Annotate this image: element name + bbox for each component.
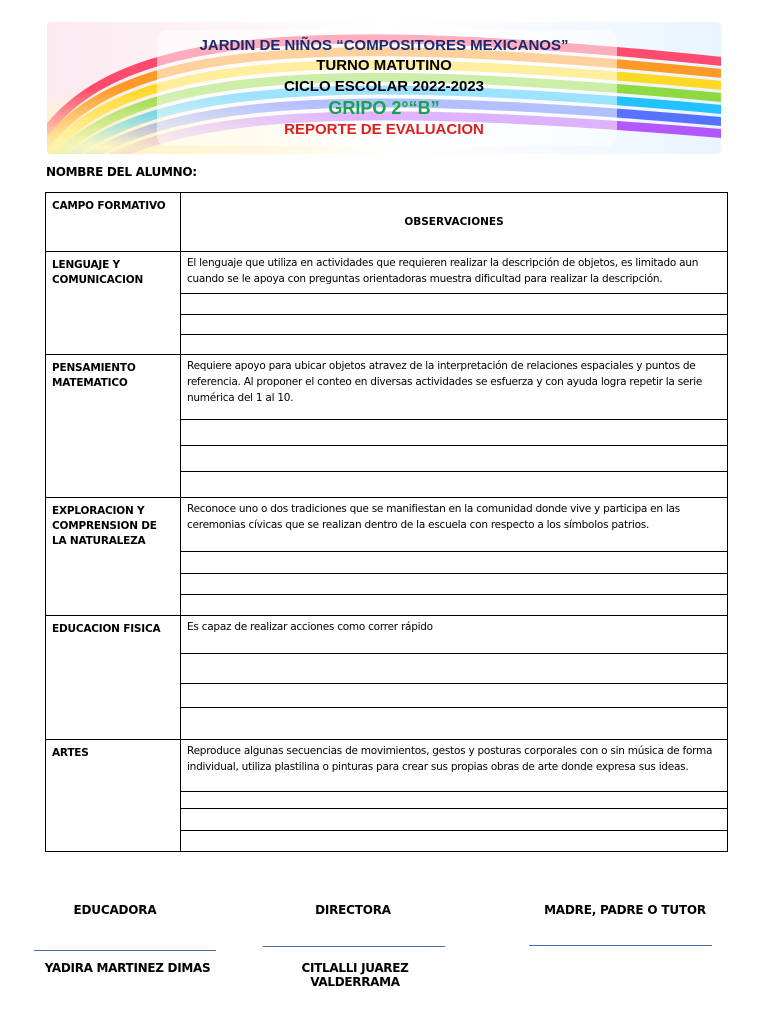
directora-name: CITLALLI JUAREZ VALDERRAMA	[301, 961, 409, 989]
campo-cell: EDUCACION FISICA	[46, 616, 181, 740]
directora-signature-line	[263, 946, 445, 947]
observaciones-header: OBSERVACIONES	[181, 193, 728, 252]
observation-cell: Reproduce algunas secuencias de movimientos, gestos y posturas corporales con o sin música de forma individual, utiliza plastilina o pinturas para crear sus propias obras de arte donde expresa sus ideas.	[181, 740, 728, 792]
student-name-label: NOMBRE DEL ALUMNO:	[46, 165, 197, 179]
group-label: GRIPO 2°“B”	[328, 98, 440, 118]
educadora-name: YADIRA MARTINEZ DIMAS	[44, 961, 211, 975]
directora-label: DIRECTORA	[315, 903, 391, 917]
shift-label: TURNO MATUTINO	[316, 57, 452, 74]
campo-cell: EXPLORACION Y COMPRENSION DE LA NATURALEZA	[46, 498, 181, 616]
observation-cell: El lenguaje que utiliza en actividades que requieren realizar la descripción de objetos, es limitado aun cuando se le apoya con preguntas orientadoras muestra dificultad para realizar la descripción.	[181, 252, 728, 294]
observation-cell: Reconoce uno o dos tradiciones que se manifiestan en la comunidad donde vive y participa en las ceremonias cívicas que se realizan dentro de la escuela con respecto a los símbolos patrios.	[181, 498, 728, 552]
school-cycle: CICLO ESCOLAR 2022-2023	[283, 78, 485, 95]
observation-cell: Requiere apoyo para ubicar objetos atravez de la interpretación de relaciones espaciales y puntos de referencia. Al proponer el conteo en diversas actividades se esfuerza y con ayuda logra repetir la serie numérica del 1 al 10.	[181, 355, 728, 420]
observation-cell: Es capaz de realizar acciones como correr rápido	[181, 616, 728, 654]
educadora-label: EDUCADORA	[73, 903, 157, 917]
school-name: JARDIN DE NIÑOS “COMPOSITORES MEXICANOS”	[199, 37, 569, 54]
campo-cell: ARTES	[46, 740, 181, 852]
educadora-signature-line	[34, 950, 216, 951]
campo-cell: LENGUAJE Y COMUNICACION	[46, 252, 181, 355]
report-title: REPORTE DE EVALUACION	[284, 121, 484, 138]
campo-cell: PENSAMIENTO MATEMATICO	[46, 355, 181, 498]
campo-header: CAMPO FORMATIVO	[46, 193, 181, 252]
tutor-signature-line	[529, 945, 712, 946]
tutor-label: MADRE, PADRE O TUTOR	[544, 903, 706, 917]
